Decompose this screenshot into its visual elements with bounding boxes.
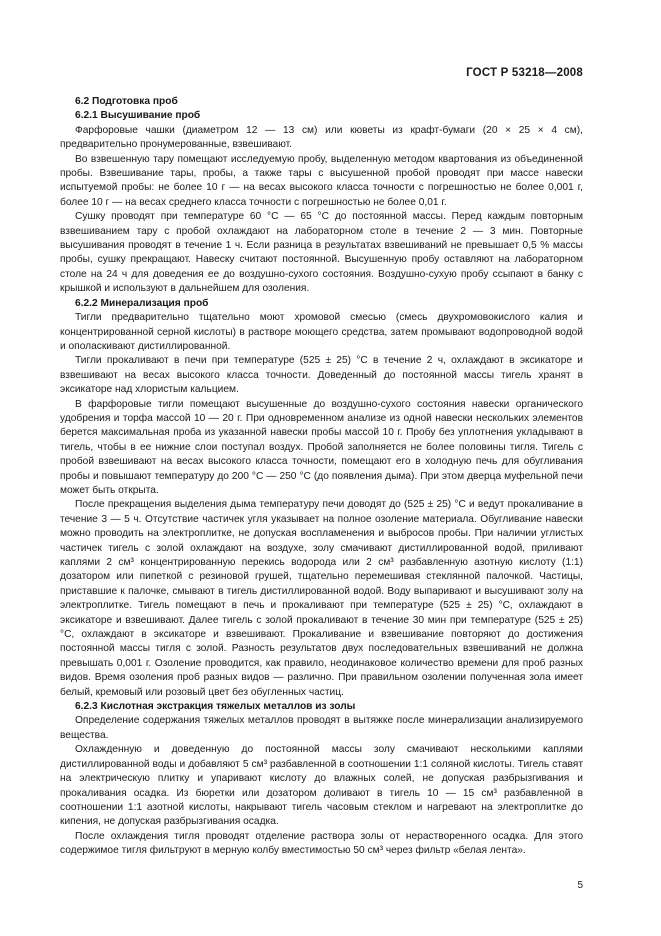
paragraph: Во взвешенную тару помещают исследуемую пробу, выделенную методом квартования из объединенной пробы. Взвешивание тары, пробы, а также тары с высушенной пробой проводят при массе навески испытуемой пробы: не более 10 г — на весах высокого класса точности с погрешностью не более 0,001 г, более 10 г — на весах среднего класса точности с погрешностью не более 0,01 г. — [60, 153, 583, 208]
page-number: 5 — [577, 880, 583, 891]
paragraph: Определение содержания тяжелых металлов проводят в вытяжке после минерализации анализируемого вещества. — [60, 715, 583, 741]
paragraph: После прекращения выделения дыма температуру печи доводят до (525 ± 25) °С и ведут прокаливание в течение 3 — 5 ч. Отсутствие частичек угля указывает на полное озоление материала. Обугливание навески можно проводить на электроплитке, не допуская воспламенения и выбросов пробы. При наличии углистых частичек тигель с золой охлаждают на воздухе, золу смачивают дистиллированной водой, приливают каплями 2 см³ концентрированную перекись водорода или 2 см³ разбавленную азотную кислоту (1:1) дозатором или пипеткой с резиновой грушей, тщательно перемешивая стеклянной палочкой. Частицы, приставшие к палочке, смывают в тигель дистиллированной водой. Воду выпаривают и высушивают золу на электроплитке. Тигель помещают в печь и прокаливают при температуре (525 ± 25) °С, охлаждают в эксикаторе и взвешивают. Далее тигель с золой прокаливают в течение 30 мин при температуре (525 ± 25) °С, охлаждают в эксикаторе и взвешивают. Прокаливание и взвешивание повторяют до достижения постоянной массы тигля с золой. Разность результатов двух последовательных взвешиваний не должна превышать 0,001 г. Озоление проводится, как правило, неодинаковое количество времени для проб разных видов. Время озоления проб разных видов — различно. При правильном озолении полученная зола имеет белый, кремовый или розовый цвет без обугленных частиц. — [60, 499, 583, 698]
paragraph: Тигли прокаливают в печи при температуре (525 ± 25) °С в течение 2 ч, охлаждают в эксикаторе и взвешивают на весах высокого класса точности. Доведенный до постоянной массы тигель хранят в эксикаторе над хлористым кальцием. — [60, 355, 583, 396]
paragraph: Сушку проводят при температуре 60 °С — 65 °С до постоянной массы. Перед каждым повторным взвешиванием тару с пробой охлаждают на лабораторном столе в течение 2 — 3 мин. Повторные высушивания проводят в течение 1 ч. Если разница в результатах взвешиваний не превышает 0,5 % массы пробы, сушку прекращают. Навеску считают постоянной. Высушенную пробу оставляют на лабораторном столе на 24 ч для доведения ее до воздушно-сухого состояния. Воздушно-сухую пробу ссыпают в банку с крышкой и используют в дальнейшем для озоления. — [60, 211, 583, 295]
paragraph: Фарфоровые чашки (диаметром 12 — 13 см) или кюветы из крафт-бумаги (20 × 25 × 4 см), предварительно пронумерованные, взвешивают. — [60, 124, 583, 151]
paragraph: Тигли предварительно тщательно моют хромовой смесью (смесь двухромовокислого калия и концентрированной серной кислоты) в растворе моющего средства, затем промывают водопроводной водой и ополаскивают дистиллированной. — [60, 312, 583, 352]
section-heading-6-2-3: 6.2.3 Кислотная экстракция тяжелых металлов из золы — [75, 701, 356, 713]
document-body — [60, 95, 583, 859]
section-heading-6-2: 6.2 Подготовка проб — [75, 96, 178, 107]
document-header: ГОСТ Р 53218—2008 — [466, 67, 583, 79]
section-heading-6-2-1: 6.2.1 Высушивание проб — [75, 110, 201, 122]
paragraph: После охлаждения тигля проводят отделение раствора золы от нерастворенного осадка. Для этого содержимое тигля фильтруют в мерную колбу вместимостью 50 см³ через фильтр «белая лента». — [60, 830, 583, 857]
paragraph: В фарфоровые тигли помещают высушенные до воздушно-сухого состояния навески органического удобрения и торфа массой 10 — 20 г. При одновременном анализе из одной навески нескольких элементов берется максимальная проба из указанной навески пробы массой 10 г. Пробу без уплотнения укладывают в тигель, чтобы в ее нижние слои поступал воздух. Пробой заполняется не более половины тигля. Тигель с пробой взвешивают на весах высокого класса точности, помещают его в холодную печь для обугливания пробы и повышают температуру до 200 °С — 250 °С (до появления дыма). При этом дверца муфельной печи может быть открыта. — [60, 398, 583, 496]
section-heading-6-2-2: 6.2.2 Минерализация проб — [75, 297, 209, 309]
paragraph: Охлажденную и доведенную до постоянной массы золу смачивают несколькими каплями дистиллированной воды и добавляют 5 см³ разбавленной в соотношении 1:1 соляной кислоты. Тигель ставят на электрическую плитку и упаривают кислоту до влажных солей, не допуская разбрызгивания и прокаливания осадка. Из бюретки или дозатором доливают в тигель 10 — 15 см³ разбавленной в соотношении 1:1 азотной кислоты, накрывают тигель часовым стеклом и нагревают на электроплитке до кипения, не допуская разбрызгивания осадка. — [60, 744, 583, 828]
